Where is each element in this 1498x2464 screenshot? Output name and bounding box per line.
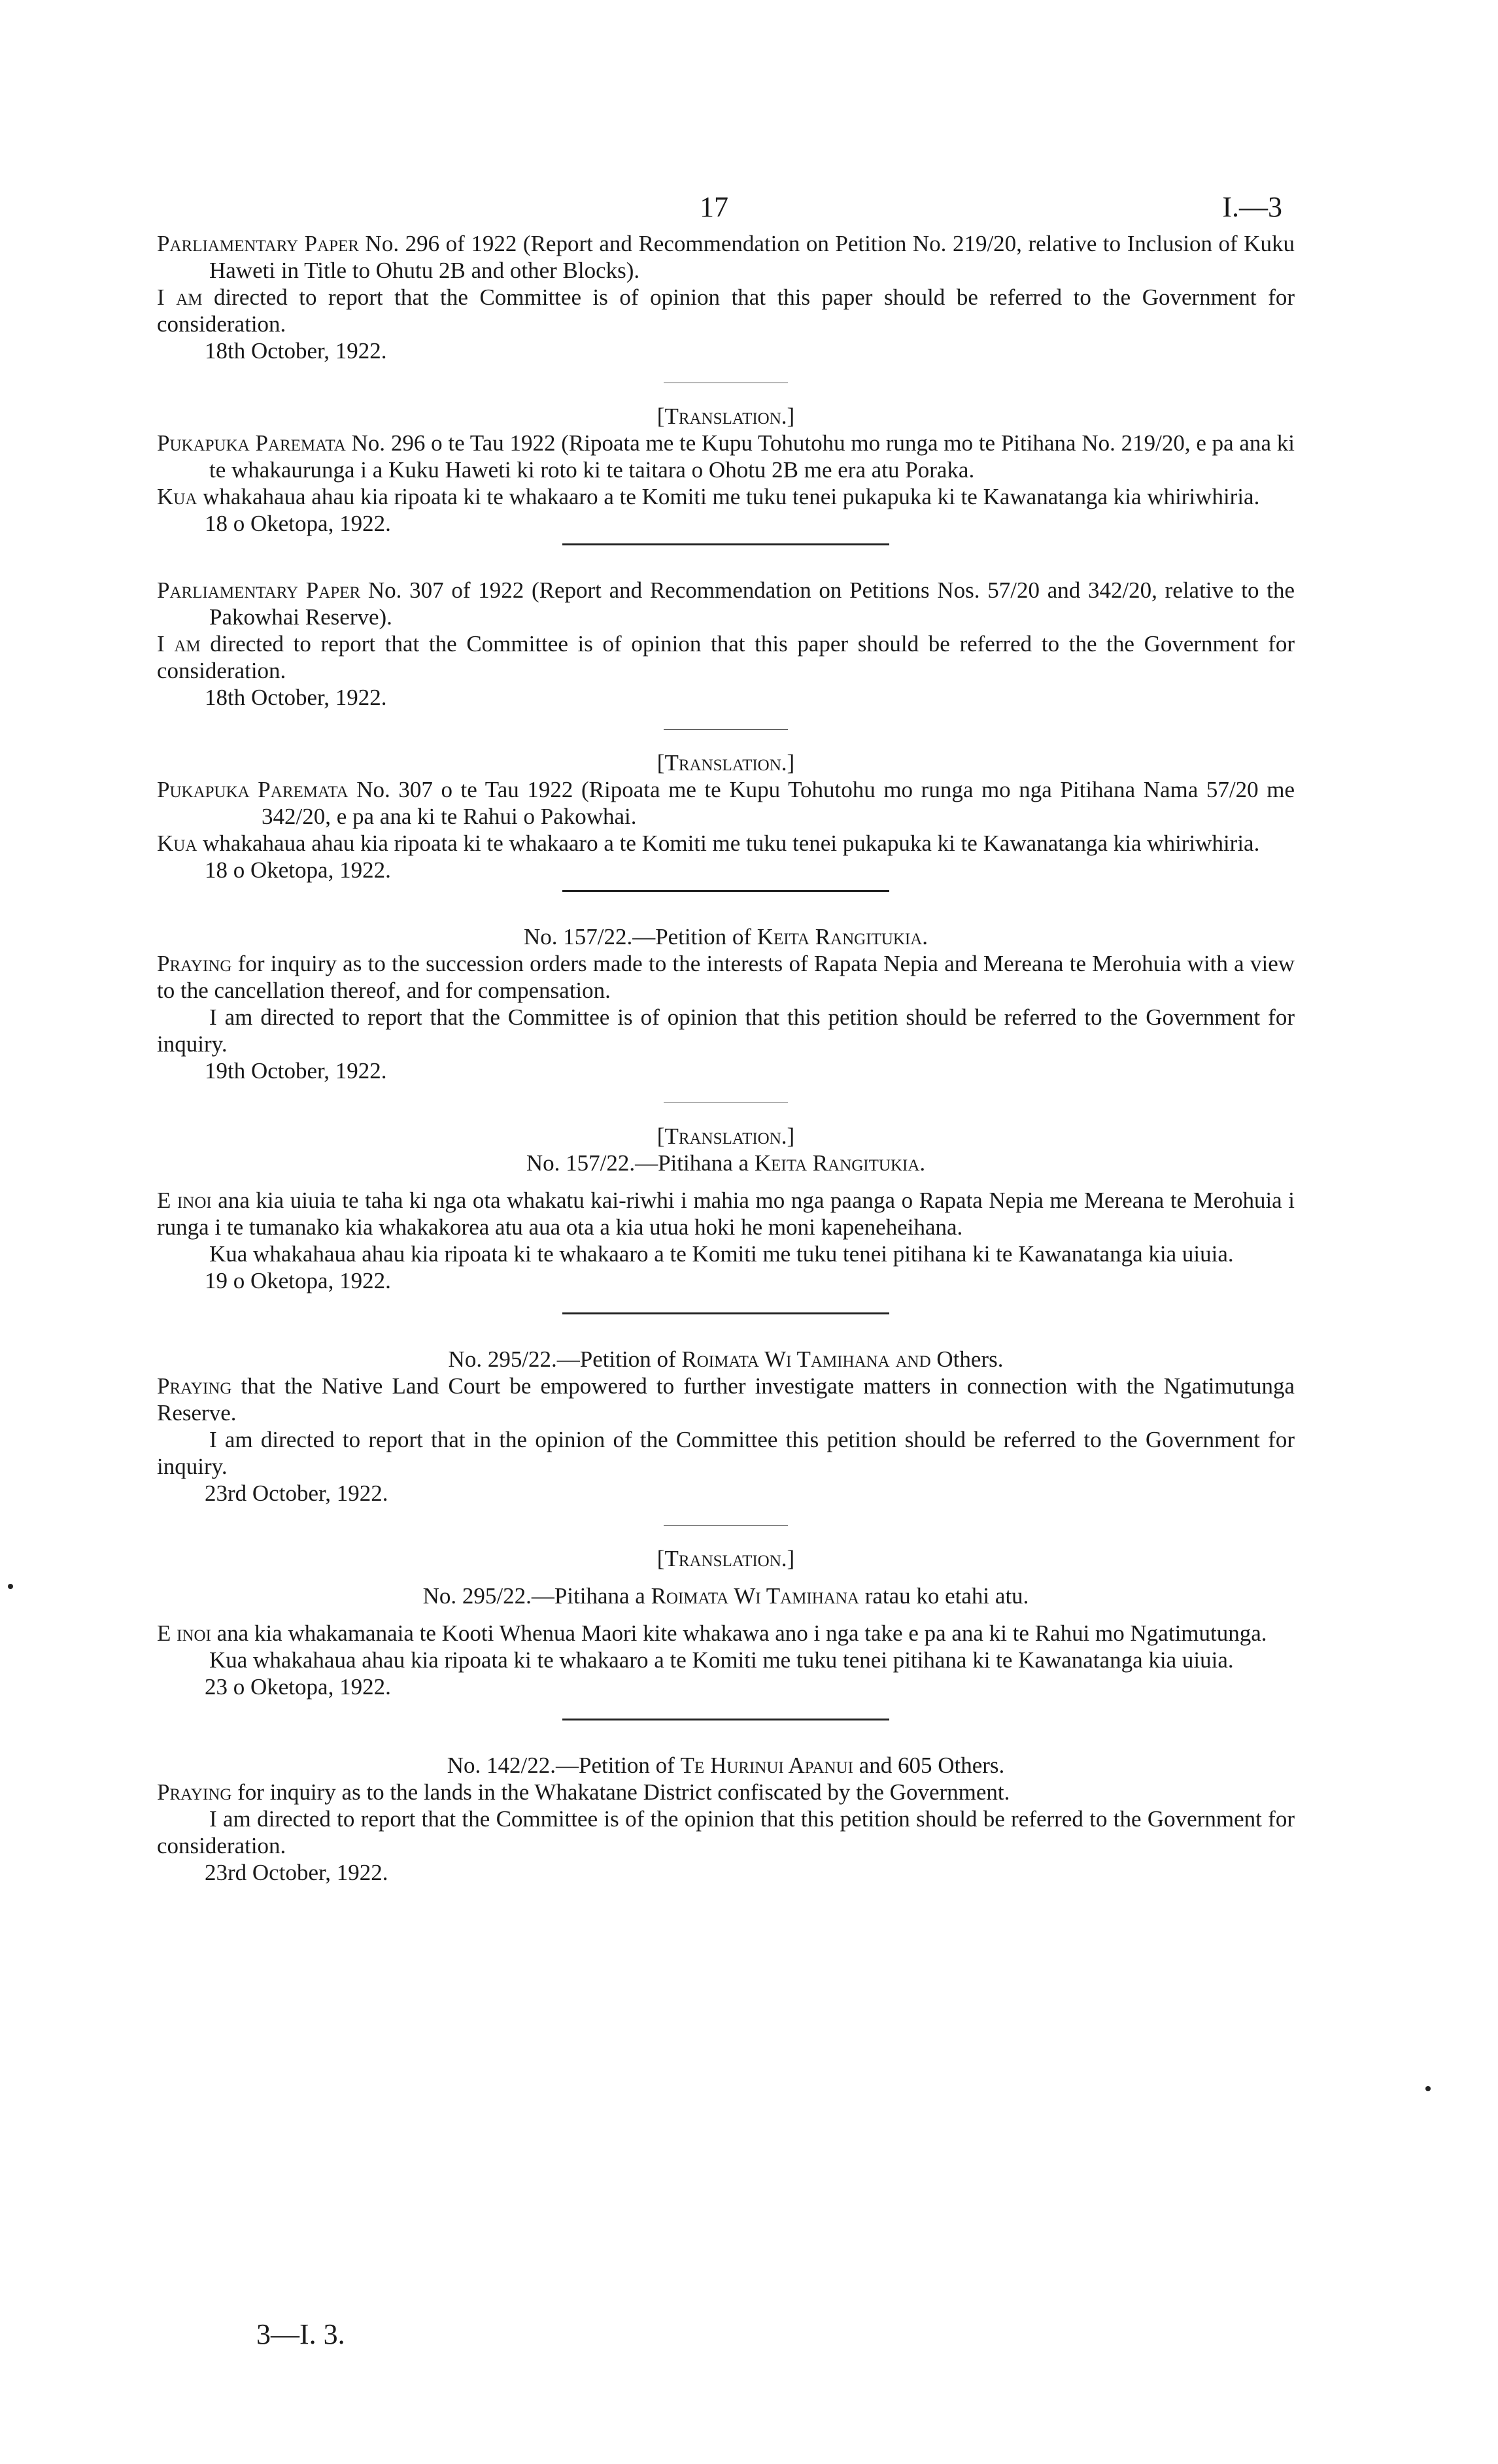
petition-heading: No. 295/22.—Petition of Roimata Wi Tamihana and Others. [448,1346,1004,1372]
petition-heading: No. 142/22.—Petition of Te Hurinui Apanui and 605 Others. [447,1753,1005,1778]
report-date: 18th October, 1922. [205,338,387,364]
paper-title: Parliamentary Paper No. 307 of 1922 (Report and Recommendation on Petitions Nos. 57/20 and 342/20, relative to the Pakowhai Reserve). [157,577,1295,630]
divider [664,1525,788,1526]
translation-label: [Translation.] [656,1546,795,1571]
translation-paper-307 [157,749,1295,883]
report-text: I am directed to report that the Committee is of opinion that this petition should be referred to the Government for inquiry. [157,1004,1295,1057]
petition-prayer: E inoi ana kia whakamanaia te Kooti Whenua Maori kite whakawa ano i nga take e pa ana ki te Rahui mo Ngatimutunga. [157,1620,1267,1646]
report-text: I am directed to report that the Committee is of the opinion that this petition should be referred to the Government for consideration. [157,1806,1295,1858]
translation-petition-157 [157,1123,1295,1294]
petition-prayer: E inoi ana kia uiuia te taha ki nga ota whakatu kai-riwhi i mahia mo nga paanga o Rapata Nepia me Mereana te Merohuia i runga i te tumanako kia whakakorea atu aua ota a kia utua hoki he moni kapeneheihana. [157,1188,1295,1240]
report-date: 23 o Oketopa, 1922. [205,1674,391,1700]
margin-dot [1425,2086,1431,2091]
translation-paper-296 [157,403,1295,537]
report-date: 23rd October, 1922. [205,1480,388,1506]
section-petition-295 [157,1346,1295,1507]
section-paper-307 [157,577,1295,711]
report-date: 18th October, 1922. [205,685,387,710]
section-rule [562,543,889,545]
signature-mark: 3—I. 3. [256,2318,345,2350]
petition-prayer: Praying that the Native Land Court be empowered to further investigate matters in connection with the Ngatimutunga Reserve. [157,1373,1295,1426]
report-text: I am directed to report that in the opinion of the Committee this petition should be referred to the Government for inquiry. [157,1427,1295,1479]
translation-label: [Translation.] [656,750,795,776]
report-text: I am directed to report that the Committee is of opinion that this paper should be referred to the the Government for consideration. [157,631,1295,683]
report-date: 19 o Oketopa, 1922. [205,1268,391,1293]
section-rule [562,1719,889,1720]
report-date: 19th October, 1922. [205,1058,387,1084]
report-text: I am directed to report that the Committee is of opinion that this paper should be referred to the Government for consideration. [157,284,1295,337]
section-rule [562,1312,889,1314]
petition-prayer: Praying for inquiry as to the succession orders made to the interests of Rapata Nepia and Mereana te Merohuia with a view to the cancellation thereof, and for compensation. [157,951,1295,1003]
report-text: Kua whakahaua ahau kia ripoata ki te whakaaro a te Komiti me tuku tenei pitihana ki te Kawanatanga kia uiuia. [209,1647,1234,1673]
paper-title: Parliamentary Paper No. 296 of 1922 (Report and Recommendation on Petition No. 219/20, relative to Inclusion of Kuku Haweti in Title to Ohutu 2B and other Blocks). [157,231,1295,283]
paper-title: Pukapuka Paremata No. 296 o te Tau 1922 (Ripoata me te Kupu Tohutohu mo runga mo te Pitihana No. 219/20, e pa ana ki te whakaurunga i a Kuku Haweti ki roto ki te taitara o Ohotu 2B me era atu Poraka. [157,430,1295,483]
section-petition-157 [157,923,1295,1084]
report-date: 18 o Oketopa, 1922. [205,511,391,536]
petition-prayer: Praying for inquiry as to the lands in the Whakatane District confiscated by the Government. [157,1779,1010,1805]
divider [664,729,788,730]
report-text: Kua whakahaua ahau kia ripoata ki te whakaaro a te Komiti me tuku tenei pukapuka ki te Kawanatanga kia whiriwhiria. [157,830,1260,856]
report-text: Kua whakahaua ahau kia ripoata ki te whakaaro a te Komiti me tuku tenei pitihana ki te Kawanatanga kia uiuia. [209,1241,1234,1267]
margin-dot [8,1584,13,1589]
petition-heading: No. 295/22.—Pitihana a Roimata Wi Tamihana ratau ko etahi atu. [422,1583,1029,1609]
translation-label: [Translation.] [656,403,795,429]
translation-label: [Translation.] [656,1123,795,1149]
page-number: 17 [700,191,728,223]
page-reference: I.—3 [1222,191,1282,223]
report-date: 23rd October, 1922. [205,1860,388,1885]
report-text: Kua whakahaua ahau kia ripoata ki te whakaaro a te Komiti me tuku tenei pukapuka ki te Kawanatanga kia whiriwhiria. [157,484,1260,509]
section-petition-142 [157,1752,1295,1886]
paper-title: Pukapuka Paremata No. 307 o te Tau 1922 (Ripoata me te Kupu Tohutohu mo runga mo nga Pitihana Nama 57/20 me 342/20, e pa ana ki te Rahui o Pakowhai. [157,777,1295,829]
report-date: 18 o Oketopa, 1922. [205,857,391,883]
translation-petition-295 [157,1545,1295,1700]
section-rule [562,890,889,892]
petition-heading: No. 157/22.—Pitihana a Keita Rangitukia. [526,1150,926,1176]
section-paper-296 [157,230,1295,364]
document-body [157,190,1295,1886]
petition-heading: No. 157/22.—Petition of Keita Rangitukia. [523,924,928,950]
